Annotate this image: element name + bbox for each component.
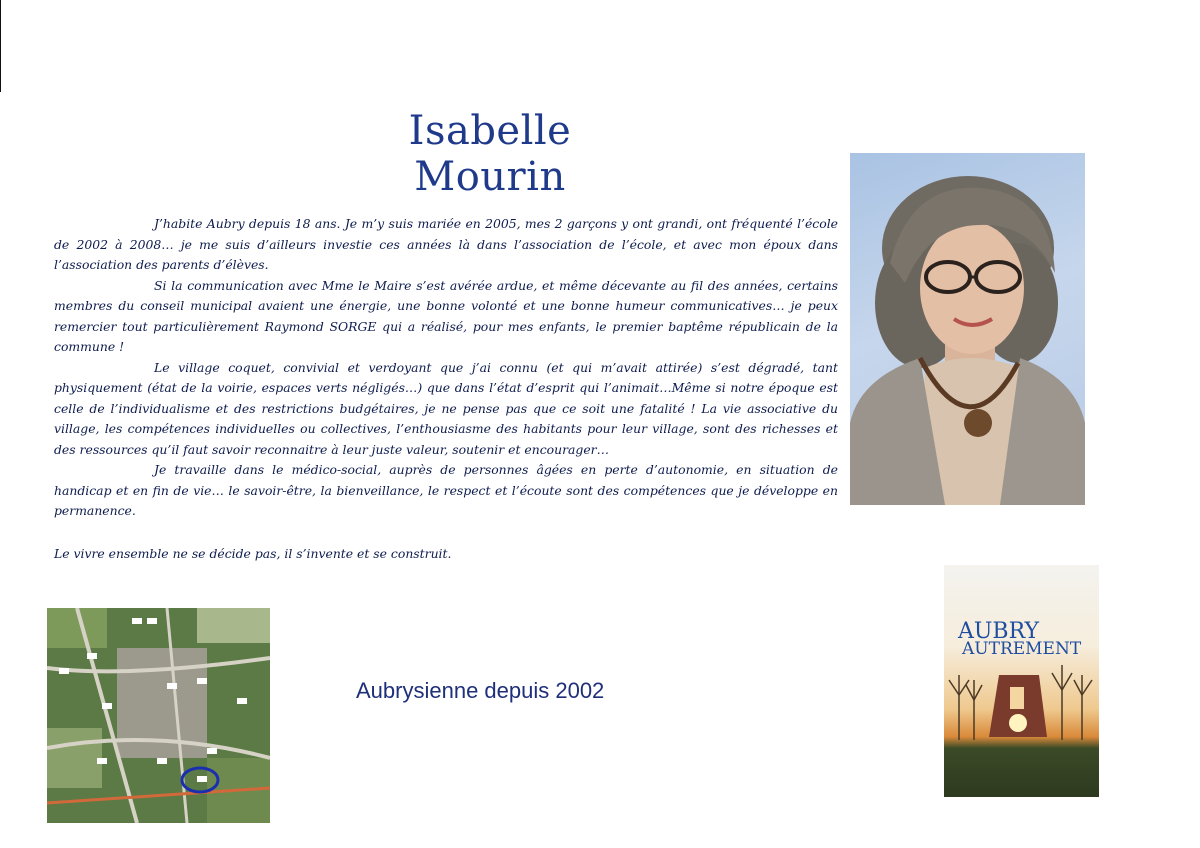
aerial-map <box>47 608 270 823</box>
page-title: Isabelle Mourin <box>408 108 572 200</box>
paragraph-4: Je travaille dans le médico-social, auprès de personnes âgées en perte d’autonomie, en situation de handicap et en fin de vie… le savoir-être, la bienveillance, le respect et l’écoute sont des compétences que je développe en permanence. <box>54 462 838 518</box>
aerial-map-illustration <box>47 608 270 823</box>
campaign-poster <box>944 565 1099 797</box>
portrait-photo <box>850 153 1085 505</box>
poster-title-line1: AUBRY <box>958 619 1040 644</box>
tagline: Aubrysienne depuis 2002 <box>356 678 605 703</box>
page-left-rule <box>0 0 1 92</box>
motto: Le vivre ensemble ne se décide pas, il s’invente et se construit. <box>54 545 452 561</box>
portrait-illustration <box>850 153 1085 505</box>
biography-text <box>54 214 838 564</box>
paragraph-3: Le village coquet, convivial et verdoyant que j’ai connu (et qui m’avait attirée) s’est dégradé, tant physiquement (état de la voirie, espaces verts négligés…) que dans l’état d’esprit qui l’animait…Même si notre époque est celle de l’individualisme et des restrictions budgétaires, je ne pense pas que ce soit une fatalité ! La vie associative du village, les compétences individuelles ou collectives, l’enthousiasme des habitants pour leur village, sont des richesses et des ressources qu’il faut savoir reconnaitre à leur juste valeur, soutenir et encourager… <box>54 359 838 457</box>
paragraph-2: Si la communication avec Mme le Maire s’est avérée ardue, et même décevante au fil des années, certains membres du conseil municipal avaient une énergie, une bonne volonté et une bonne humeur communicatives… je peux remercier tout particulièrement Raymond SORGE qui a réalisé, pour mes enfants, le premier baptême républicain de la commune ! <box>54 277 838 354</box>
poster-title-line2: AUTREMENT <box>962 639 1082 659</box>
paragraph-1: J’habite Aubry depuis 18 ans. Je m’y suis mariée en 2005, mes 2 garçons y ont grandi, ont fréquenté l’école de 2002 à 2008… je me suis d’ailleurs investie ces années là dans l’association de l’école, et avec mon époux dans l’association des parents d’élèves. <box>54 216 838 272</box>
poster-illustration <box>944 565 1099 797</box>
